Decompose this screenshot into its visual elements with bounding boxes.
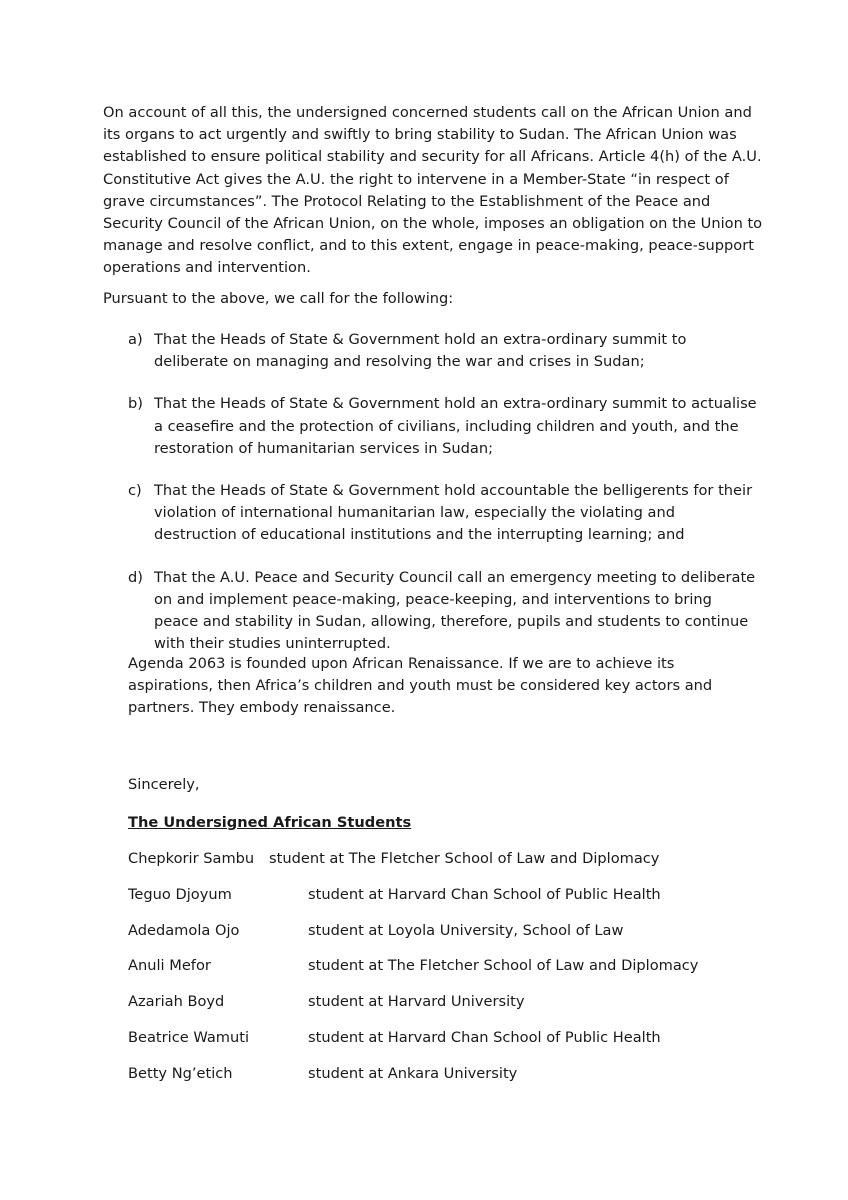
demand-item-d xyxy=(128,567,758,656)
closing-salutation: Sincerely, xyxy=(128,776,200,793)
signatory-name: Teguo Djoyum xyxy=(128,885,232,903)
demand-item-a xyxy=(128,329,758,373)
signatory-row xyxy=(128,848,768,884)
signatory-affiliation: student at Harvard University xyxy=(308,993,525,1011)
signatory-affiliation: student at Harvard Chan School of Public Health xyxy=(308,1028,661,1046)
demand-text: That the Heads of State & Government hold an extra-ordinary summit to actualise a ceasefire and the protection of civilians, including children and youth, and the restoration of humanitarian services in Sudan; xyxy=(154,395,757,457)
body-paragraph-call-intro: Pursuant to the above, we call for the following: xyxy=(103,290,454,307)
signatory-name: Adedamola Ojo xyxy=(128,921,240,939)
signatory-row xyxy=(128,920,768,956)
signatory-row xyxy=(128,955,768,991)
body-paragraph-agenda-2063: Agenda 2063 is founded upon African Renaissance. If we are to achieve its aspirations, then Africa’s children and youth must be considered key actors and partners. They embody renaissance. xyxy=(128,655,713,717)
body-paragraph-au-mandate: On account of all this, the undersigned concerned students call on the African Union and its organs to act urgently and swiftly to bring stability to Sudan. The African Union was established to ensure political stability and security for all Africans. Article 4(h) of the A.U. Constitutive Act gives the A.U. the right to intervene in a Member-State “in respect of grave circumstances”. The Protocol Relating to the Establishment of the Peace and Security Council of the African Union, on the whole, imposes an obligation on the Union to manage and resolve conflict, and to this extent, engage in peace-making, peace-support operations and intervention. xyxy=(103,104,763,277)
demands-list xyxy=(128,329,758,675)
signatory-row xyxy=(128,991,768,1027)
signatory-name: Betty Ng’etich xyxy=(128,1064,233,1082)
signatory-row xyxy=(128,1063,768,1099)
signatory-name: Azariah Boyd xyxy=(128,993,225,1011)
demand-text: That the Heads of State & Government hold an extra-ordinary summit to deliberate on managing and resolving the war and crises in Sudan; xyxy=(154,331,687,371)
signatory-row xyxy=(128,1027,768,1063)
signatory-affiliation: student at The Fletcher School of Law and Diplomacy xyxy=(308,957,699,975)
signatory-affiliation: student at Harvard Chan School of Public Health xyxy=(308,885,661,903)
list-marker: d) xyxy=(128,568,143,586)
list-marker: b) xyxy=(128,395,143,413)
list-marker: a) xyxy=(128,331,143,348)
demand-item-c xyxy=(128,480,758,547)
signatory-name: Anuli Mefor xyxy=(128,957,211,975)
signatory-name: Chepkorir Sambu xyxy=(128,850,255,867)
demand-item-b xyxy=(128,393,758,460)
signatories-heading: The Undersigned African Students xyxy=(128,814,412,831)
signatory-affiliation: student at The Fletcher School of Law and Diplomacy xyxy=(269,850,660,867)
signatory-row xyxy=(128,884,768,920)
list-marker: c) xyxy=(128,482,142,500)
demand-text: That the A.U. Peace and Security Council call an emergency meeting to deliberate on and implement peace-making, peace-keeping, and interventions to bring peace and stability in Sudan, allowing, therefore, pupils and students to continue with their studies uninterrupted. xyxy=(154,568,756,653)
signatory-affiliation: student at Ankara University xyxy=(308,1064,518,1082)
signatories-list xyxy=(128,848,768,1099)
signatory-affiliation: student at Loyola University, School of Law xyxy=(308,921,624,939)
demand-text: That the Heads of State & Government hold accountable the belligerents for their violation of international humanitarian law, especially the violating and destruction of educational institutions and the interrupting learning; and xyxy=(154,482,753,544)
signatory-name: Beatrice Wamuti xyxy=(128,1028,250,1046)
